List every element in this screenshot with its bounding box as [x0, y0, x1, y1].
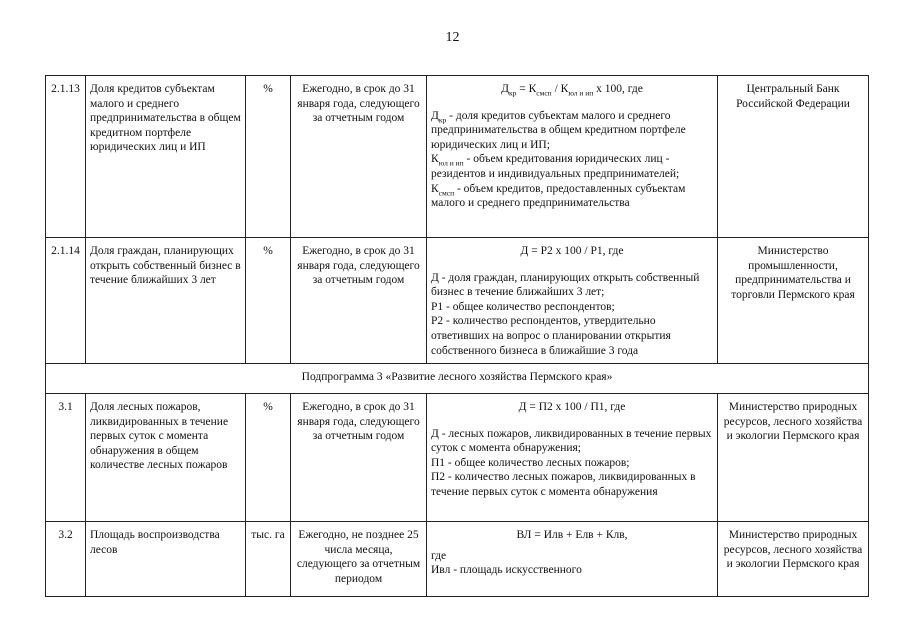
- calculation-method: [427, 76, 718, 238]
- period: Ежегодно, в срок до 31 января года, следующего за отчетным годом: [291, 394, 427, 522]
- formula-description: Ивл - площадь искусственного: [431, 564, 582, 577]
- unit: %: [246, 76, 291, 238]
- calculation-method: [427, 394, 718, 522]
- formula-description: П2 - количество лесных пожаров, ликвидированных в течение первых суток с момента обнаружения: [431, 471, 696, 498]
- formula-description: П1 - общее количество лесных пожаров;: [431, 456, 630, 469]
- formula-description: $К_{смсп}$ - объем кредитов, предоставленных субъектам малого и среднего предпринимательства: [431, 182, 686, 210]
- table-row: [46, 522, 869, 597]
- row-number: 2.1.13: [46, 76, 86, 238]
- formula-description: $Д_{кр}$ - доля кредитов субъектам малого и среднего предпринимательства в общем кредитном портфеле юридических лиц и ИП;: [431, 109, 686, 151]
- row-number: 2.1.14: [46, 238, 86, 364]
- calculation-method: [427, 238, 718, 364]
- formula-description: $К_{юл и ип}$ - объем кредитования юридических лиц - резидентов и индивидуальных предпринимателей;: [431, 153, 680, 180]
- indicators-table: [45, 75, 869, 597]
- period: Ежегодно, не позднее 25 числа месяца, следующего за отчетным периодом: [291, 522, 427, 597]
- subprogram-title: Подпрограмма 3 «Развитие лесного хозяйства Пермского края»: [46, 364, 869, 394]
- formula: Д = Р2 х 100 / Р1, где: [520, 245, 624, 257]
- period: Ежегодно, в срок до 31 января года, следующего за отчетным годом: [291, 238, 427, 364]
- formula-description: Д - лесных пожаров, ликвидированных в течение первых суток с момента обнаружения;: [431, 427, 712, 455]
- row-number: 3.1: [46, 394, 86, 522]
- data-source: Министерство природных ресурсов, лесного хозяйства и экологии Пермского края: [718, 394, 869, 522]
- formula-description: Д - доля граждан, планирующих открыть собственный бизнес в течение ближайших 3 лет;: [431, 271, 700, 299]
- table-row: [46, 238, 869, 364]
- formula-description: Р1 - общее количество респондентов;: [431, 300, 615, 313]
- period: Ежегодно, в срок до 31 января года, следующего за отчетным годом: [291, 76, 427, 238]
- formula: $Д_{кр} = К_{смсп} / К_{юл и ип}$ х 100, где: [501, 83, 643, 98]
- calculation-method: [427, 522, 718, 597]
- subprogram-row: [46, 364, 869, 394]
- indicator-name: Площадь воспроизводства лесов: [86, 522, 246, 597]
- table-row: [46, 394, 869, 522]
- indicator-name: Доля лесных пожаров, ликвидированных в течение первых суток с момента обнаружения в общем количестве лесных пожаров: [86, 394, 246, 522]
- formula: Д = П2 х 100 / П1, где: [518, 401, 626, 413]
- unit: %: [246, 394, 291, 522]
- formula-description: Р2 - количество респондентов, утвердительно ответивших на вопрос о планировании открытия собственного бизнеса в ближайшие 3 года: [431, 315, 671, 357]
- row-number: 3.2: [46, 522, 86, 597]
- formula: ВЛ = Илв + Елв + Клв,: [516, 529, 628, 541]
- data-source: Министерство промышленности, предпринимательства и торговли Пермского края: [718, 238, 869, 364]
- unit: тыс. га: [246, 522, 291, 597]
- formula-description: где: [431, 549, 447, 562]
- table-row: [46, 76, 869, 238]
- indicator-name: Доля кредитов субъектам малого и среднего предпринимательства в общем кредитном портфеле юридических лиц и ИП: [86, 76, 246, 238]
- indicator-name: Доля граждан, планирующих открыть собственный бизнес в течение ближайших 3 лет: [86, 238, 246, 364]
- page-number: 12: [445, 30, 460, 45]
- data-source: Центральный Банк Российской Федерации: [718, 76, 869, 238]
- unit: %: [246, 238, 291, 364]
- data-source: Министерство природных ресурсов, лесного хозяйства и экологии Пермского края: [718, 522, 869, 597]
